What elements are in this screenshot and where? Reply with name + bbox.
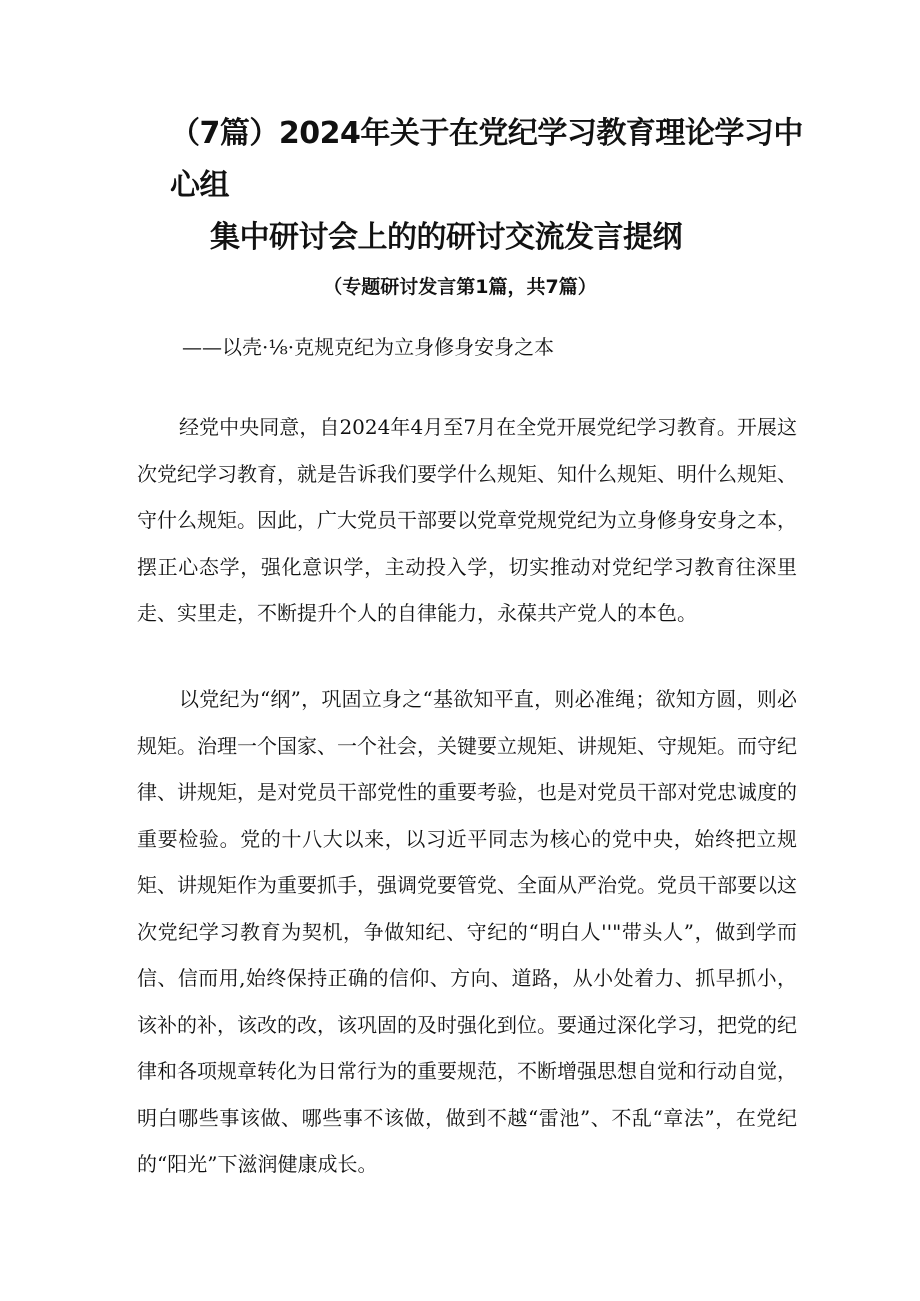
- section-theme-line: ——以壳·⅛·克规克纪为立身修身安身之本: [182, 335, 555, 359]
- title-line-1: （7篇）2024年关于在党纪学习教育理论学习中心组: [170, 116, 803, 203]
- document-title: [170, 108, 810, 264]
- title-line-2: 集中研讨会上的的研讨交流发言提纲: [210, 220, 682, 255]
- body-paragraph-1: 经党中央同意，自2024年4月至7月在全党开展党纪学习教育。开展这次党纪学习教育，就是告诉我们要学什么规矩、知什么规矩、明什么规矩、守什么规矩。因此，广大党员干部要以党章党规党纪为立身修身安身之本，摆正心态学，强化意识学，主动投入学，切实推动对党纪学习教育往深里走、实里走，不断提升个人的自律能力，永葆共产党人的本色。: [137, 415, 797, 625]
- section-subtitle: （专题研讨发言第1篇，共7篇）: [323, 276, 597, 298]
- body-paragraph-2: 以党纪为“纲”，巩固立身之“基欲知平直，则必准绳；欲知方圆，则必规矩。治理一个国家、一个社会，关键要立规矩、讲规矩、守规矩。而守纪律、讲规矩，是对党员干部党性的重要考验，也是对党员干部对党忠诚度的重要检验。党的十八大以来，以习近平同志为核心的党中央，始终把立规矩、讲规矩作为重要抓手，强调党要管党、全面从严治党。党员干部要以这次党纪学习教育为契机，争做知纪、守纪的“明白人''"带头人”，做到学而信、信而用,始终保持正确的信仰、方向、道路，从小处着力、抓早抓小，该补的补，该改的改，该巩固的及时强化到位。要通过深化学习，把党的纪律和各项规章转化为日常行为的重要规范，不断增强思想自觉和行动自觉，明白哪些事该做、哪些事不该做，做到不越“雷池”、不乱“章法”，在党纪的“阳光”下滋润健康成长。: [137, 687, 797, 1176]
